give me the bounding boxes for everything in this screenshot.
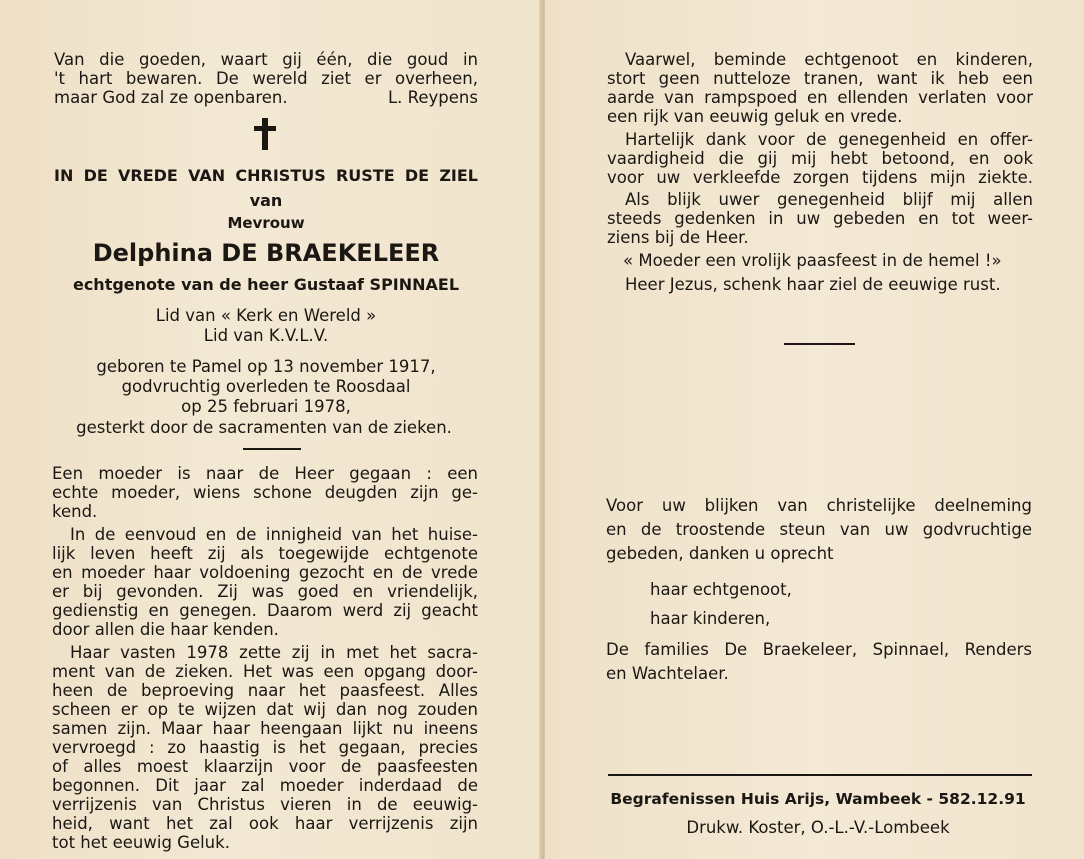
- divider: [784, 343, 855, 345]
- para3-line: samen zijn. Maar haar heengaan lijkt nu ineens: [52, 719, 478, 738]
- membership-1: Lid van « Kerk en Wereld »: [155, 306, 377, 325]
- epigraph-line-1: Van die goeden, waart gij één, die goud in: [54, 50, 478, 69]
- para3-line: heen de beproeving naar het paasfeest. Alles: [52, 681, 478, 700]
- right-page: [545, 0, 1084, 859]
- epigraph-line-3: maar God zal ze openbaren.: [54, 88, 288, 107]
- para1-line: kend.: [52, 502, 98, 521]
- remember-line: steeds gedenken in uw gebeden en tot weer-: [607, 209, 1033, 228]
- para3-line: ment van de zieken. Het was een opgang door-: [52, 662, 478, 681]
- left-page: [0, 0, 541, 859]
- footer-rule: [608, 774, 1032, 776]
- farewell-line: een rijk van eeuwig geluk en vrede.: [607, 107, 903, 126]
- families-line: De families De Braekeleer, Spinnael, Renders: [606, 640, 1032, 659]
- para3-line: vervroegd : zo haastig is het gegaan, precies: [52, 738, 478, 757]
- para3-line: scheen er op te wijzen dat wij dan nog zouden: [52, 700, 478, 719]
- gratitude-line: voor uw verkleefde zorgen tijdens mijn ziekte.: [607, 168, 1033, 187]
- para1-line: echte moeder, wiens schone deugden zijn ge-: [52, 483, 478, 502]
- para2-line: In de eenvoud en de innigheid van het huise-: [70, 525, 478, 544]
- farewell-line: aarde van rampspoed en ellenden verlaten voor: [607, 88, 1033, 107]
- para3-line: tot het eeuwig Geluk.: [52, 833, 230, 852]
- thanks-line: gebeden, danken u oprecht: [606, 544, 834, 563]
- para2-line: lijk leven heeft zij als toegewijde echtgenote: [52, 544, 478, 563]
- remember-line: Als blijk uwer genegenheid blijf mij allen: [625, 190, 1033, 209]
- divider: [243, 448, 301, 450]
- children-line: haar kinderen,: [650, 609, 771, 628]
- easter-quote: « Moeder een vrolijk paasfeest in de hemel !»: [623, 251, 1002, 270]
- para1-line: Een moeder is naar de Heer gegaan : een: [52, 464, 478, 483]
- death-date: op 25 februari 1978,: [181, 397, 351, 416]
- para2-line: er bij gevonden. Zij was goed en vriendelijk,: [52, 582, 478, 601]
- heading: IN DE VREDE VAN CHRISTUS RUSTE DE ZIEL: [54, 166, 478, 185]
- death-line: godvruchtig overleden te Roosdaal: [121, 377, 411, 396]
- gratitude-line: Hartelijk dank voor de genegenheid en offer-: [625, 130, 1033, 149]
- para2-line: door allen die haar kenden.: [52, 620, 279, 639]
- birth-line: geboren te Pamel op 13 november 1917,: [96, 357, 436, 376]
- thanks-line: Voor uw blijken van christelijke deelneming: [606, 496, 1032, 515]
- remember-line: ziens bij de Heer.: [607, 228, 749, 247]
- epigraph-author: L. Reypens: [387, 88, 478, 107]
- farewell-line: stort geen nutteloze tranen, want ik heb een: [607, 69, 1033, 88]
- thanks-line: en de troostende steun van uw godvruchtige: [606, 520, 1032, 539]
- deceased-name: Delphina DE BRAEKELEER: [92, 239, 440, 267]
- families-line: en Wachtelaer.: [606, 664, 729, 683]
- van-label: van: [249, 191, 283, 210]
- prayer-line: Heer Jezus, schenk haar ziel de eeuwige rust.: [625, 275, 1001, 294]
- para3-line: heid, want het zal ook haar verrijzenis zijn: [52, 814, 478, 833]
- para3-line: verrijzenis van Christus vieren in de eeuwig-: [52, 795, 478, 814]
- farewell-line: Vaarwel, beminde echtgenoot en kinderen,: [625, 50, 1033, 69]
- sacraments-line: gesterkt door de sacramenten van de zieken.: [76, 418, 452, 437]
- epigraph-line-2: 't hart bewaren. De wereld ziet er overheen,: [54, 69, 478, 88]
- funeral-home: Begrafenissen Huis Arijs, Wambeek - 582.12.91: [610, 790, 1026, 808]
- para2-line: en moeder haar voldoening gezocht en de vrede: [52, 563, 478, 582]
- mevrouw-label: Mevrouw: [227, 214, 305, 232]
- para2-line: gedienstig en genegen. Daarom werd zij geacht: [52, 601, 478, 620]
- husband-line: haar echtgenoot,: [650, 580, 792, 599]
- para3-line: Haar vasten 1978 zette zij in met het sacra-: [70, 643, 478, 662]
- cross-icon: [254, 118, 276, 150]
- para3-line: of alles moest klaarzijn voor de paasfeesten: [52, 757, 478, 776]
- spouse-line: echtgenote van de heer Gustaaf SPINNAEL: [72, 275, 460, 294]
- gratitude-line: vaardigheid die gij mij hebt betoond, en ook: [607, 149, 1033, 168]
- para3-line: begonnen. Dit jaar zal moeder inderdaad de: [52, 776, 478, 795]
- printer-line: Drukw. Koster, O.-L.-V.-Lombeek: [686, 818, 950, 837]
- membership-2: Lid van K.V.L.V.: [203, 326, 329, 345]
